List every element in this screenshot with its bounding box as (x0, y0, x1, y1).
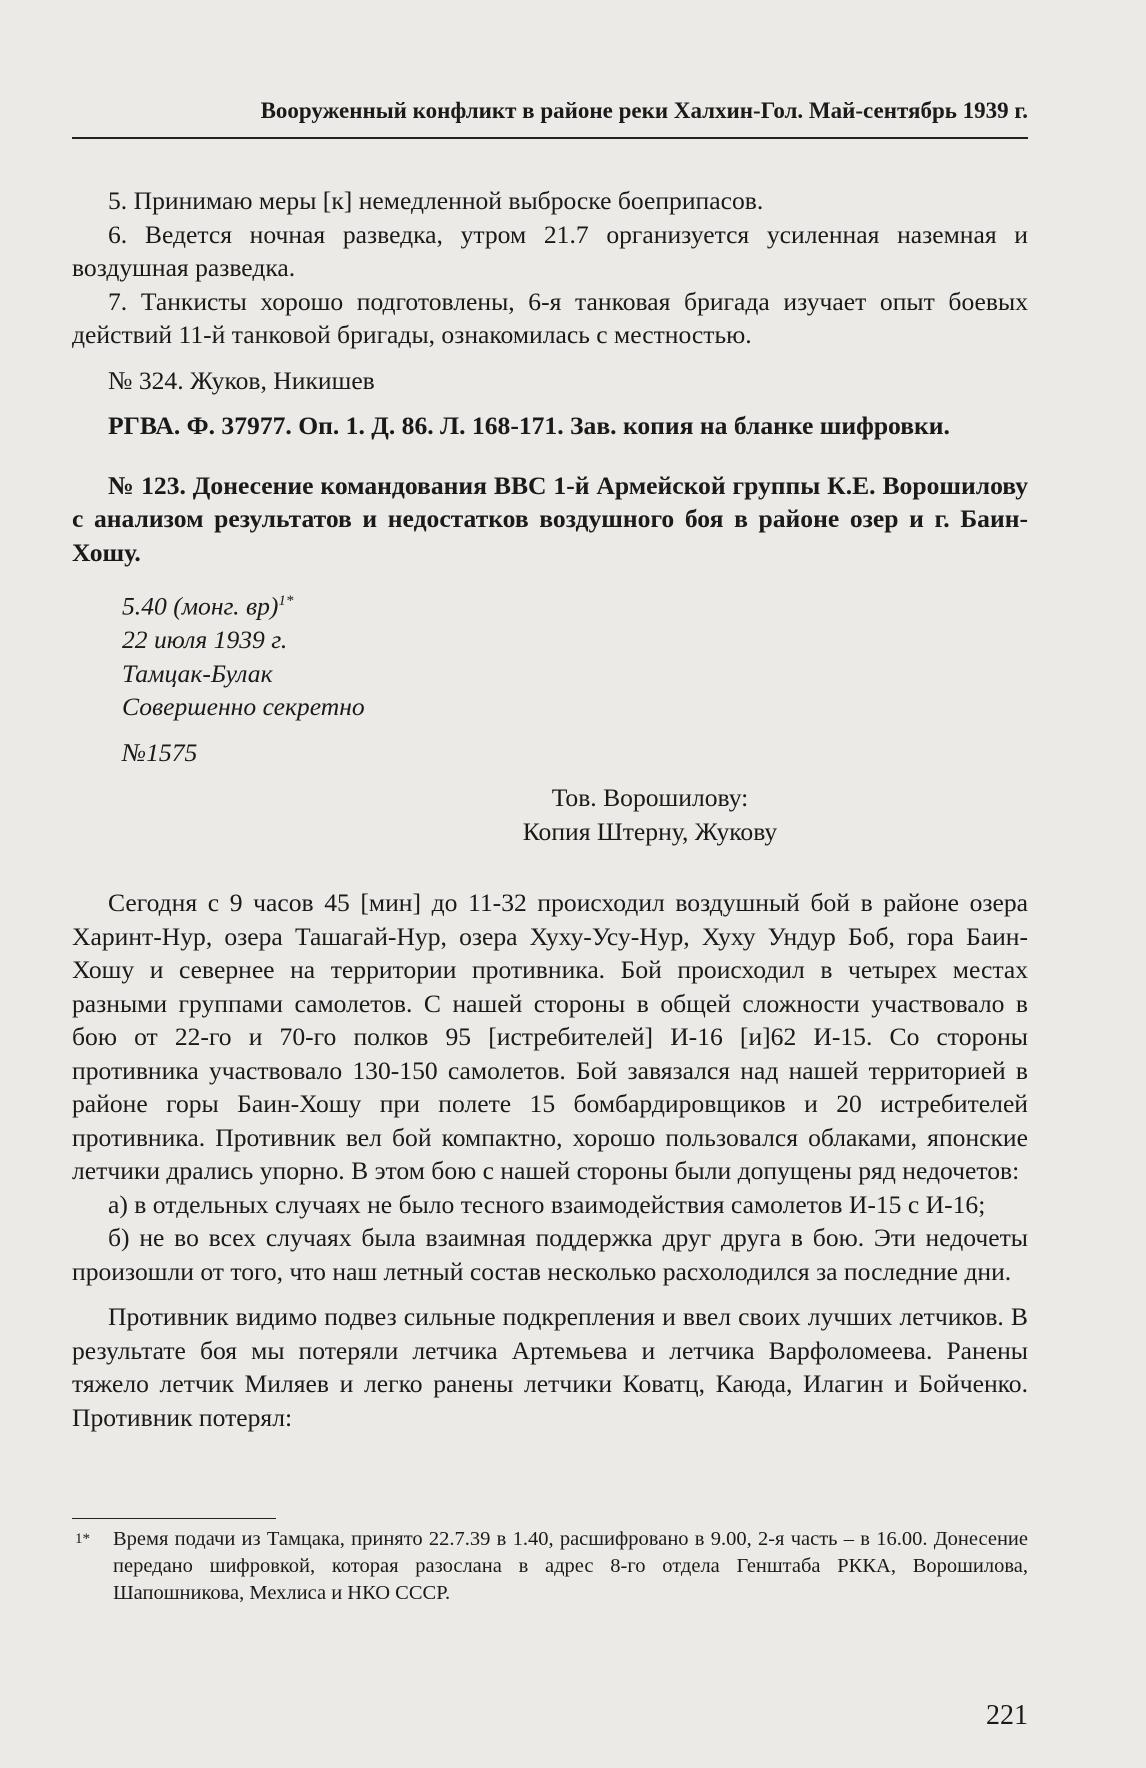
document-number: №1575 (122, 737, 198, 767)
list-item: 5. Принимаю меры [к] немедленной выброске боеприпасов. (108, 186, 764, 215)
copy-to: Копия Штерну, Жукову (522, 816, 778, 846)
document-classification: Совершенно секретно (122, 692, 365, 722)
signature-line: № 324. Жуков, Никишев (108, 365, 375, 395)
body-paragraph: Сегодня с 9 часов 45 [мин] до 11-32 происходил воздушный бой в районе озера Харинт-Нур, озера Ташагай-Нур, озера Хуху-Усу-Нур, Хуху Ундур Боб, гора Баин-Хошу и севернее на территории противника. Бой происходил в четырех местах разными группами самолетов. С нашей стороны в общей сложности участвовало в бою от 22-го и 70-го полков 95 [истребителей] И-16 [и]62 И-15. Со стороны противника участвовало 130-150 самолетов. Бой завязался над нашей территорией в районе горы Баин-Хошу при полете 15 бомбардировщиков и 20 истребителей противника. Противник вел бой компактно, хорошо пользовался облаками, японские летчики дрались упорно. В этом бою с нашей стороны были допущены ряд недочетов: (72, 888, 1028, 1186)
footnote-ref: 1* (278, 593, 294, 609)
footnote-mark: 1* (75, 1531, 90, 1547)
list-item: 6. Ведется ночная разведка, утром 21.7 организуется усиленная наземная и воздушная разведка. (72, 219, 1028, 282)
header-rule (72, 137, 1028, 139)
body-paragraph: а) в отдельных случаях не было тесного взаимодействия самолетов И-15 с И-16; (108, 1189, 986, 1219)
footnote-text: Время подачи из Тамцака, принято 22.7.39 в 1.40, расшифровано в 9.00, 2-я часть – в 16.00. Донесение передано шифровкой, которая разослана в адрес 8-го отдела Генштаба РККА, Ворошилова, Шапошникова, Мехлиса и НКО СССР. (113, 1528, 1028, 1604)
footnote-rule (72, 1518, 276, 1519)
list-item: 7. Танкисты хорошо подготовлены, 6-я танковая бригада изучает опыт боевых действий 11-й танковой бригады, ознакомилась с местностью. (72, 286, 1028, 349)
running-header: Вооруженный конфликт в районе реки Халхин-Гол. Май-сентябрь 1939 г. (260, 98, 1028, 123)
body-paragraph: б) не во всех случаях была взаимная поддержка друг друга в бою. Эти недочеты произошли от того, что наш летный состав несколько расхолодился за последние дни. (72, 1223, 1028, 1286)
addressee: Тов. Ворошилову: (551, 783, 749, 813)
archive-source: РГВА. Ф. 37977. Оп. 1. Д. 86. Л. 168-171. Зав. копия на бланке шифровки. (108, 411, 950, 440)
body-paragraph: Противник видимо подвез сильные подкрепления и ввел своих лучших летчиков. В результате боя мы потеряли летчика Артемьева и летчика Варфоломеева. Ранены тяжело летчик Миляев и легко ранены летчики Коватц, Каюда, Илагин и Бойченко. Противник потерял: (72, 1302, 1028, 1432)
document-place: Тамцак-Булак (122, 658, 273, 688)
page-number: 221 (986, 1700, 1028, 1731)
footnote (72, 1526, 1028, 1607)
document-time (72, 585, 1028, 623)
document-time-value: 5.40 (монг. вр) (122, 591, 279, 621)
document-title: № 123. Донесение командования ВВС 1-й Армейской группы К.Е. Ворошилову с анализом результатов и недостатков воздушного боя в районе озер и г. Баин-Хошу. (72, 470, 1028, 567)
document-date: 22 июля 1939 г. (122, 625, 288, 655)
page-body (72, 184, 1028, 1434)
